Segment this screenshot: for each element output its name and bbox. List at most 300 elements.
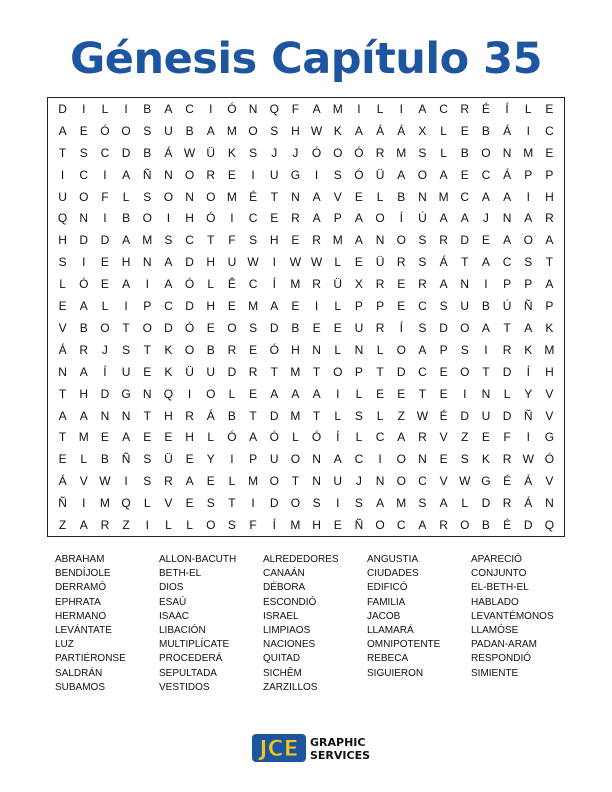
grid-letter: C <box>418 364 427 379</box>
grid-letter: I <box>124 299 128 314</box>
grid-letter: E <box>333 518 342 533</box>
grid-letter: H <box>79 386 89 401</box>
grid-letter: L <box>292 430 299 445</box>
grid-letter: R <box>100 518 110 533</box>
grid-letter: D <box>227 364 237 379</box>
grid-letter: P <box>249 452 258 467</box>
grid-letter: C <box>396 518 406 533</box>
grid-letter: C <box>481 167 491 182</box>
grid-letter: K <box>164 364 173 379</box>
grid-letter: R <box>502 342 512 357</box>
grid-letter: X <box>354 277 363 292</box>
grid-letter: E <box>481 430 490 445</box>
grid-letter: T <box>312 364 321 379</box>
word-list-column <box>471 553 575 695</box>
grid-letter: C <box>502 255 512 270</box>
grid-letter: N <box>121 408 131 423</box>
grid-letter: M <box>332 233 343 248</box>
grid-letter: Y <box>206 452 215 467</box>
grid-letter: A <box>397 167 406 182</box>
grid-letter: O <box>206 518 216 533</box>
grid-letter: O <box>460 518 470 533</box>
grid-letter: R <box>312 233 321 248</box>
grid-letter: E <box>58 299 67 314</box>
grid-letter: E <box>206 320 215 335</box>
grid-letter: G <box>290 167 301 182</box>
grid-letter: G <box>121 386 131 401</box>
grid-letter: O <box>396 452 406 467</box>
grid-letter: H <box>312 518 321 533</box>
grid-letter: V <box>79 474 88 489</box>
grid-letter: Q <box>544 518 555 533</box>
grid-letter: W <box>99 474 111 489</box>
word-list-item: BETH-EL <box>159 568 202 580</box>
grid-letter: H <box>545 364 554 379</box>
grid-letter: O <box>417 167 428 182</box>
grid-letter: Á <box>58 342 67 357</box>
grid-letter: B <box>79 320 88 335</box>
grid-letter: R <box>439 518 448 533</box>
grid-letter: E <box>333 320 342 335</box>
grid-letter: Ó <box>269 342 279 357</box>
grid-letter: O <box>184 342 195 357</box>
grid-letter: Á <box>376 123 385 138</box>
grid-letter: C <box>248 277 258 292</box>
grid-letter: Ü <box>375 167 385 182</box>
grid-letter: Á <box>397 123 406 138</box>
grid-letter: Á <box>524 496 533 511</box>
grid-letter: A <box>164 255 173 270</box>
grid-letter: I <box>336 496 340 511</box>
grid-letter: H <box>121 255 131 270</box>
grid-letter: B <box>227 408 236 423</box>
grid-letter: Ó <box>311 145 322 160</box>
word-list-item: HABLADO <box>471 596 519 608</box>
grid-letter: O <box>523 233 533 248</box>
grid-letter: Ü <box>164 452 173 467</box>
grid-letter: J <box>482 211 489 226</box>
grid-letter: U <box>164 123 173 138</box>
grid-letter: U <box>121 364 131 379</box>
grid-letter: L <box>355 386 363 401</box>
grid-letter: S <box>206 496 215 511</box>
grid-letter: B <box>122 211 131 226</box>
grid-letter: S <box>418 496 427 511</box>
grid-letter: D <box>185 255 194 270</box>
grid-letter: O <box>248 123 258 138</box>
grid-letter: D <box>396 364 406 379</box>
grid-letter: N <box>142 386 152 401</box>
grid-letter: Z <box>58 518 67 533</box>
grid-letter: T <box>143 408 151 423</box>
grid-letter: T <box>503 320 511 335</box>
word-list-item: DERRAMÓ <box>55 582 107 594</box>
grid-letter: T <box>228 496 236 511</box>
grid-letter: I <box>166 211 171 226</box>
grid-letter: U <box>460 299 470 314</box>
svg-text:JCE: JCE <box>259 737 299 762</box>
grid-letter: C <box>185 101 194 116</box>
word-list-item: CANAÁN <box>263 568 305 580</box>
grid-letter: P <box>354 364 363 379</box>
grid-letter: A <box>312 189 321 204</box>
grid-letter: N <box>185 189 194 204</box>
grid-letter: P <box>524 167 533 182</box>
word-list-item: APARECIÓ <box>471 554 522 565</box>
grid-letter: O <box>290 496 301 511</box>
grid-letter: E <box>354 255 363 270</box>
grid-letter: L <box>461 496 469 511</box>
grid-letter: C <box>100 145 110 160</box>
grid-letter: I <box>463 386 467 401</box>
grid-letter: R <box>248 364 258 379</box>
grid-letter: Ó <box>227 430 237 445</box>
grid-letter: I <box>187 386 192 401</box>
grid-letter: R <box>164 474 173 489</box>
grid-letter: G <box>544 430 555 445</box>
grid-letter: É <box>249 189 258 204</box>
word-list-column <box>367 553 471 695</box>
grid-letter: E <box>249 386 258 401</box>
grid-letter: L <box>207 277 215 292</box>
grid-letter: É <box>439 408 448 423</box>
grid-letter: S <box>418 145 427 160</box>
grid-letter: E <box>143 364 152 379</box>
grid-letter: N <box>312 474 321 489</box>
grid-letter: A <box>122 277 131 292</box>
grid-letter: A <box>164 277 173 292</box>
grid-letter: L <box>228 386 236 401</box>
grid-letter: Ó <box>354 145 364 160</box>
grid-letter: T <box>376 364 384 379</box>
grid-letter: A <box>524 320 533 335</box>
grid-letter: L <box>101 101 109 116</box>
grid-letter: O <box>460 320 470 335</box>
grid-letter: Í <box>526 364 530 379</box>
grid-letter: H <box>58 233 67 248</box>
grid-letter: A <box>460 211 469 226</box>
grid-letter: A <box>503 233 512 248</box>
grid-letter: Ó <box>100 123 110 138</box>
grid-letter: S <box>227 518 236 533</box>
grid-letter: T <box>418 386 427 401</box>
grid-letter: N <box>312 452 321 467</box>
word-list-item: EL-BETH-EL <box>471 582 529 594</box>
grid-letter: W <box>522 452 534 467</box>
grid-letter: E <box>270 211 279 226</box>
grid-letter: Z <box>122 518 130 533</box>
grid-letter: T <box>143 342 151 357</box>
grid-letter: L <box>143 496 151 511</box>
grid-letter: L <box>376 189 384 204</box>
grid-letter: R <box>227 342 237 357</box>
grid-letter: F <box>101 189 109 204</box>
word-list-item: SEPULTADA <box>159 667 217 679</box>
word-list-item: SICHÊM <box>263 667 302 679</box>
grid-letter: A <box>312 386 321 401</box>
jce-logo-mark <box>252 734 306 762</box>
grid-letter: Q <box>57 211 68 226</box>
grid-letter: L <box>334 299 342 314</box>
grid-letter: C <box>418 299 427 314</box>
grid-letter: H <box>206 299 216 314</box>
grid-letter: S <box>270 123 279 138</box>
grid-letter: Ó <box>544 452 555 467</box>
word-list-item: DÉBORA <box>263 582 306 594</box>
grid-letter: I <box>230 211 234 226</box>
grid-letter: S <box>460 342 469 357</box>
grid-letter: A <box>481 189 490 204</box>
word-list-item: ANGUSTIA <box>367 554 419 565</box>
grid-letter: A <box>79 299 88 314</box>
grid-letter: H <box>206 255 216 270</box>
grid-letter: N <box>481 386 491 401</box>
grid-letter: Z <box>461 430 469 445</box>
grid-letter: O <box>375 211 385 226</box>
grid-letter: I <box>251 167 255 182</box>
grid-letter: A <box>418 101 427 116</box>
grid-letter: S <box>143 474 152 489</box>
grid-letter: S <box>524 255 533 270</box>
grid-letter: I <box>526 189 530 204</box>
grid-letter: L <box>376 101 384 116</box>
grid-letter: N <box>142 255 152 270</box>
grid-letter: D <box>523 518 533 533</box>
grid-letter: N <box>58 364 67 379</box>
grid-letter: Í <box>103 364 107 379</box>
grid-letter: S <box>58 255 67 270</box>
grid-letter: I <box>103 167 107 182</box>
grid-letter: Ó <box>206 211 216 226</box>
grid-letter: Ó <box>227 101 237 116</box>
grid-letter: A <box>58 408 67 423</box>
grid-letter: Q <box>121 496 131 511</box>
grid-letter: E <box>376 386 385 401</box>
grid-letter: L <box>334 255 342 270</box>
grid-letter: É <box>481 101 490 116</box>
grid-letter: P <box>545 299 554 314</box>
grid-letter: A <box>79 518 88 533</box>
grid-letter: R <box>375 320 385 335</box>
grid-letter: D <box>481 496 491 511</box>
grid-letter: O <box>481 145 491 160</box>
grid-letter: B <box>143 101 152 116</box>
grid-letter: Ñ <box>523 408 533 423</box>
grid-letter: D <box>58 101 67 116</box>
grid-letter: V <box>545 386 554 401</box>
grid-letter: N <box>460 277 470 292</box>
grid-letter: T <box>270 189 278 204</box>
grid-letter: E <box>460 123 469 138</box>
grid-letter: T <box>58 430 67 445</box>
grid-letter: U <box>481 408 491 423</box>
grid-letter: R <box>312 277 321 292</box>
word-list-item: ZARZILLOS <box>263 681 318 693</box>
grid-letter: O <box>396 342 406 357</box>
grid-letter: Ó <box>184 320 195 335</box>
grid-letter: E <box>397 386 406 401</box>
grid-letter: Ê <box>227 277 236 292</box>
grid-letter: E <box>354 189 363 204</box>
grid-letter: A <box>524 211 533 226</box>
word-list <box>55 553 575 695</box>
grid-letter: U <box>227 255 237 270</box>
word-list-column <box>55 553 159 695</box>
grid-letter: T <box>249 408 257 423</box>
grid-letter: R <box>502 496 512 511</box>
word-list-item: SALDRÁN <box>55 667 103 679</box>
grid-letter: E <box>545 145 554 160</box>
grid-letter: C <box>418 474 427 489</box>
grid-letter: A <box>397 430 406 445</box>
word-list-column <box>263 553 367 695</box>
grid-letter: N <box>291 189 300 204</box>
grid-letter: V <box>439 430 448 445</box>
grid-letter: R <box>502 452 512 467</box>
word-list-item: ALREDEDORES <box>263 554 339 565</box>
word-list-item: LIMPIAOS <box>263 625 311 637</box>
grid-letter: N <box>79 211 89 226</box>
grid-letter: T <box>545 255 554 270</box>
grid-letter: I <box>82 255 86 270</box>
grid-letter: I <box>103 211 107 226</box>
grid-letter: M <box>290 364 301 379</box>
grid-letter: Á <box>503 123 512 138</box>
word-list-item: SIMIENTE <box>471 667 519 679</box>
grid-letter: Ó <box>311 430 322 445</box>
grid-letter: C <box>545 123 554 138</box>
grid-letter: L <box>440 145 447 160</box>
grid-letter: A <box>418 518 427 533</box>
grid-letter: W <box>247 255 259 270</box>
grid-letter: H <box>291 342 300 357</box>
grid-letter: P <box>524 277 533 292</box>
grid-letter: T <box>312 408 321 423</box>
word-list-item: EPHRATA <box>55 596 101 608</box>
grid-letter: X <box>418 123 427 138</box>
grid-letter: M <box>290 518 301 533</box>
grid-letter: T <box>461 255 469 270</box>
grid-letter: V <box>58 320 67 335</box>
grid-letter: U <box>269 167 279 182</box>
grid-letter: P <box>439 342 448 357</box>
grid-letter: M <box>226 189 237 204</box>
grid-letter: F <box>249 518 257 533</box>
grid-letter: M <box>290 277 301 292</box>
grid-letter: D <box>269 408 279 423</box>
grid-letter: Á <box>503 167 512 182</box>
grid-letter: I <box>357 101 361 116</box>
grid-letter: C <box>439 101 448 116</box>
svg-text:SERVICES: SERVICES <box>310 749 371 762</box>
grid-letter: L <box>376 408 384 423</box>
grid-letter: L <box>101 299 109 314</box>
word-list-item: PADAN-ARAM <box>471 639 537 651</box>
grid-letter: Ú <box>502 299 512 314</box>
grid-letter: I <box>484 277 488 292</box>
grid-letter: E <box>164 430 173 445</box>
grid-letter: P <box>333 211 342 226</box>
grid-letter: U <box>58 189 67 204</box>
grid-letter: O <box>227 320 237 335</box>
word-list-item: BENDÍJOLE <box>55 568 111 580</box>
grid-letter: L <box>440 123 447 138</box>
grid-letter: D <box>269 496 279 511</box>
grid-letter: E <box>545 101 554 116</box>
grid-letter: B <box>100 452 109 467</box>
grid-letter: D <box>121 145 131 160</box>
grid-letter: Í <box>399 211 403 226</box>
letter-grid <box>47 97 565 537</box>
grid-letter: O <box>206 386 216 401</box>
grid-letter: D <box>164 320 173 335</box>
grid-letter: N <box>375 233 385 248</box>
grid-letter: O <box>163 189 174 204</box>
grid-letter: F <box>503 430 511 445</box>
grid-letter: Ñ <box>354 518 364 533</box>
word-list-column <box>159 553 263 695</box>
grid-letter: S <box>418 233 427 248</box>
grid-letter: D <box>460 408 470 423</box>
grid-letter: N <box>502 145 512 160</box>
grid-letter: L <box>503 386 511 401</box>
grid-letter: R <box>185 408 194 423</box>
grid-letter: H <box>185 430 194 445</box>
grid-letter: Ñ <box>58 496 67 511</box>
grid-letter: D <box>502 408 512 423</box>
grid-letter: N <box>502 211 512 226</box>
grid-letter: L <box>355 430 363 445</box>
grid-letter: Ü <box>333 277 343 292</box>
grid-letter: A <box>439 211 448 226</box>
grid-letter: E <box>100 255 109 270</box>
grid-letter: O <box>396 233 406 248</box>
word-list-item: OMNIPOTENTE <box>367 639 441 651</box>
grid-letter: S <box>249 320 258 335</box>
grid-letter: S <box>418 255 427 270</box>
grid-letter: Í <box>272 518 276 533</box>
word-list-item: EDIFICÓ <box>367 582 408 594</box>
grid-letter: A <box>164 101 173 116</box>
grid-letter: I <box>336 386 340 401</box>
grid-letter: I <box>378 452 382 467</box>
grid-letter: A <box>122 233 131 248</box>
grid-letter: Í <box>399 320 403 335</box>
word-list-item: SUBAMOS <box>55 681 106 693</box>
grid-letter: Í <box>272 277 276 292</box>
grid-letter: A <box>291 386 300 401</box>
grid-letter: M <box>396 145 407 160</box>
grid-letter: B <box>397 189 406 204</box>
grid-letter: E <box>249 342 258 357</box>
grid-letter: E <box>291 233 300 248</box>
word-list-item: LLAMARÁ <box>367 625 414 637</box>
grid-letter: M <box>332 101 343 116</box>
grid-letter: B <box>291 320 300 335</box>
grid-letter: D <box>269 320 279 335</box>
grid-letter: R <box>439 233 448 248</box>
grid-letter: É <box>503 474 512 489</box>
grid-letter: M <box>248 474 259 489</box>
grid-letter: J <box>101 342 108 357</box>
grid-letter: Q <box>269 101 279 116</box>
grid-letter: M <box>142 233 153 248</box>
grid-letter: A <box>439 277 448 292</box>
word-list-item: ISRAEL <box>263 610 299 622</box>
grid-letter: O <box>142 320 152 335</box>
grid-letter: A <box>79 408 88 423</box>
grid-letter: M <box>544 342 555 357</box>
